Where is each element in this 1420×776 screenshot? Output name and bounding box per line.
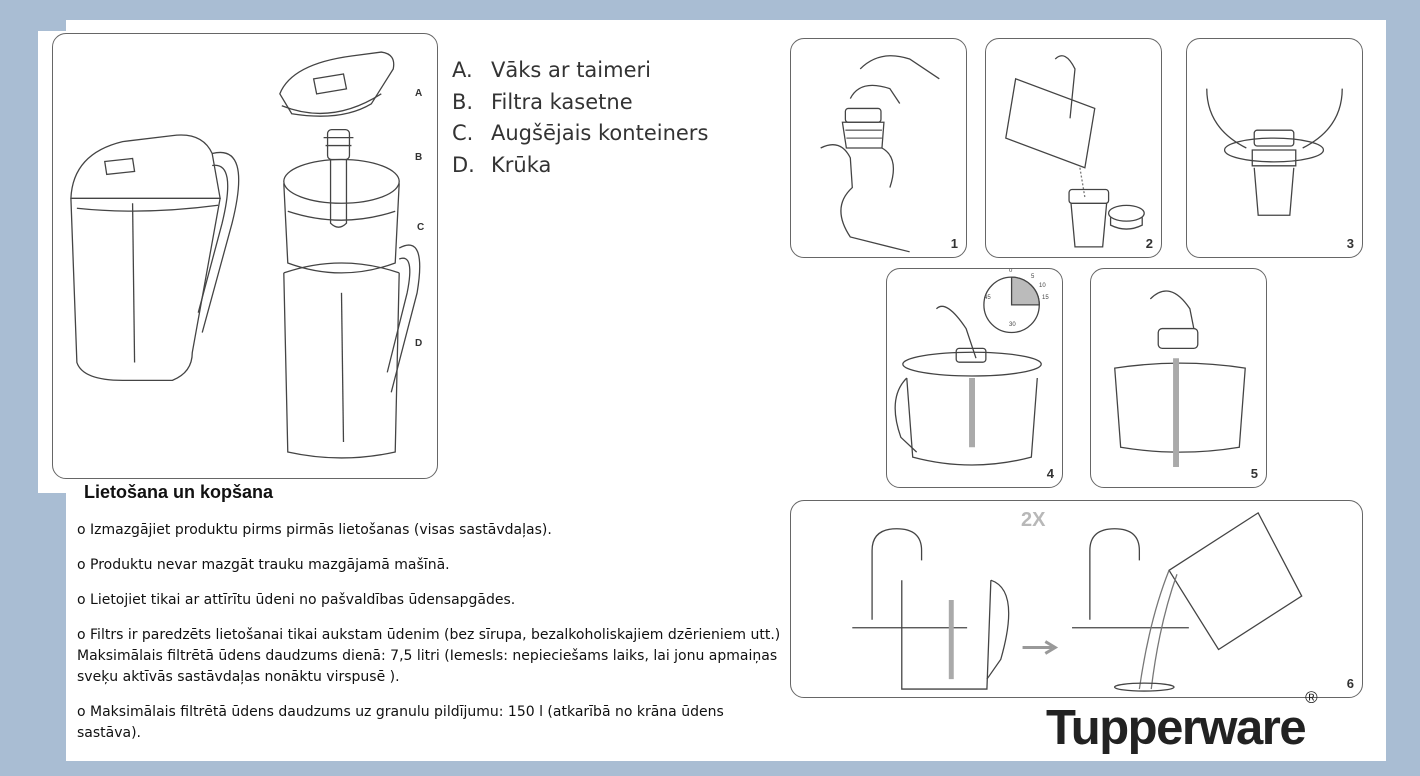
step-4-illustration xyxy=(887,269,1062,487)
step-5-panel xyxy=(1090,268,1267,488)
diagram-label-d: D xyxy=(415,338,423,349)
care-item: o Produktu nevar mazgāt trauku mazgājamā mašīnā. xyxy=(77,557,450,573)
pitcher-diagram xyxy=(53,34,437,478)
parts-list xyxy=(452,55,708,181)
step-number: 3 xyxy=(1346,236,1354,251)
step-2-panel xyxy=(985,38,1162,258)
product-diagram-panel xyxy=(52,33,438,479)
timer-mark: 30 xyxy=(1009,322,1016,328)
timer-mark: 15 xyxy=(1042,295,1049,301)
step-number: 6 xyxy=(1346,676,1354,691)
step-number: 1 xyxy=(950,236,958,251)
care-item: o Filtrs ir paredzēts lietošanai tikai aukstam ūdenim (bez sīrupa, bezalkoholiskajiem dzērieniem utt.) Maksimālais filtrētā ūdens daudzums dienā: 7,5 litri (Iemesls: nepieciešams laiks, lai jonu apmaiņas sveķu aktīvās sastāvdaļas nonāktu virspusē ). xyxy=(77,627,781,685)
care-item: o Izmazgājiet produktu pirms pirmās lietošanas (visas sastāvdaļas). xyxy=(77,522,552,538)
timer-mark: 10 xyxy=(1039,283,1046,289)
part-b: B. Filtra kasetne xyxy=(452,89,633,114)
diagram-label-a: A xyxy=(415,88,423,99)
step-3-illustration xyxy=(1187,39,1362,257)
step-2-illustration xyxy=(986,39,1161,257)
care-title: Lietošana un kopšana xyxy=(84,482,274,502)
step-1-panel xyxy=(790,38,967,258)
repeat-twice-label: 2X xyxy=(1021,509,1046,531)
step-1-illustration xyxy=(791,39,966,257)
care-item: o Lietojiet tikai ar attīrītu ūdeni no pašvaldības ūdensapgādes. xyxy=(77,592,516,608)
step-6-panel xyxy=(790,500,1363,698)
step-4-panel xyxy=(886,268,1063,488)
timer-mark: 0 xyxy=(1009,268,1013,274)
step-5-illustration xyxy=(1091,269,1266,487)
timer-mark: 45 xyxy=(984,295,991,301)
step-number: 2 xyxy=(1145,236,1153,251)
part-a: A. Vāks ar taimeri xyxy=(452,58,651,82)
part-d: D. Krūka xyxy=(452,152,552,177)
step-number: 4 xyxy=(1046,466,1054,481)
step-6-illustration xyxy=(791,501,1362,697)
care-list xyxy=(77,520,789,758)
brand-logo: Tupperware® xyxy=(1046,687,1318,755)
diagram-label-c: C xyxy=(417,222,425,233)
diagram-label-b: B xyxy=(415,152,423,163)
care-item: o Maksimālais filtrētā ūdens daudzums uz granulu pildījumu: 150 l (atkarībā no krāna ūdens sastāva). xyxy=(77,704,724,741)
part-c: C. Augšējais konteiners xyxy=(452,121,709,145)
timer-mark: 5 xyxy=(1031,274,1035,280)
step-3-panel xyxy=(1186,38,1363,258)
step-number: 5 xyxy=(1250,466,1258,481)
